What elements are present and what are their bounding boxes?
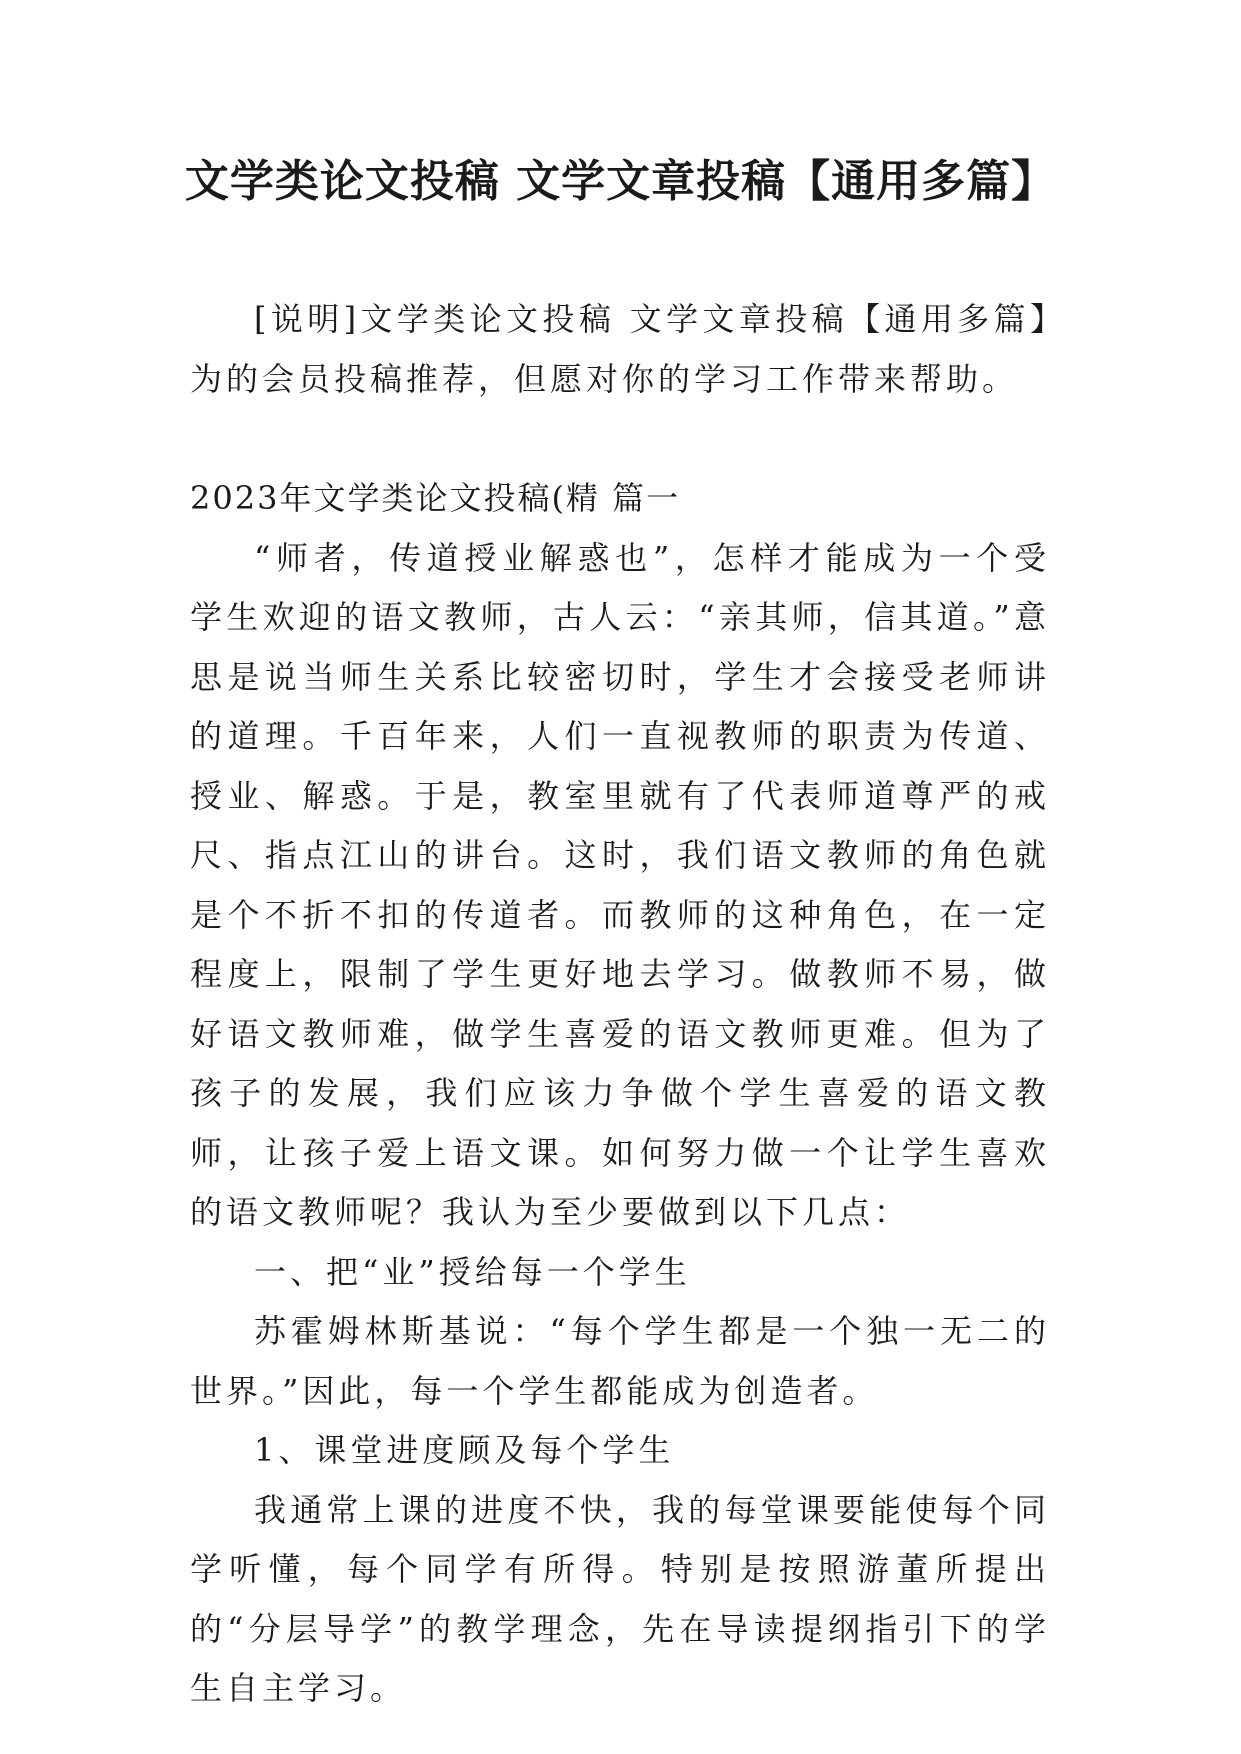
document-body [190,290,1050,1719]
body-paragraph-2: 苏霍姆林斯基说：“每个学生都是一个独一无二的世界。”因此，每一个学生都能成为创造者。 [190,1312,1050,1410]
subheading-2: 1、课堂进度顾及每个学生 [254,1431,675,1469]
subheading-1: 一、把“业”授给每一个学生 [254,1252,691,1291]
intro-paragraph: [说明]文学类论文投稿 文学文章投稿【通用多篇】为的会员投稿推荐，但愿对你的学习工作带来帮助。 [190,300,1050,398]
section-heading: 2023年文学类论文投稿(精 篇一 [190,479,681,517]
body-paragraph-1: “师者，传道授业解惑也”，怎样才能成为一个受学生欢迎的语文教师，古人云：“亲其师，信其道。”意思是说当师生关系比较密切时，学生才会接受老师讲的道理。千百年来，人们一直视教师的职责为传道、授业、解惑。于是，教室里就有了代表师道尊严的戒尺、指点江山的讲台。这时，我们语文教师的角色就是个不折不扣的传道者。而教师的这种角色，在一定程度上，限制了学生更好地去学习。做教师不易，做好语文教师难，做学生喜爱的语文教师更难。但为了孩子的发展，我们应该力争做个学生喜爱的语文教师，让孩子爱上语文课。如何努力做一个让学生喜欢的语文教师呢？我认为至少要做到以下几点： [190,538,1050,1231]
document-title: 文学类论文投稿 文学文章投稿【通用多篇】 [184,156,1057,207]
body-paragraph-3: 我通常上课的进度不快，我的每堂课要能使每个同学听懂，每个同学有所得。特别是按照游董所提出的“分层导学”的教学理念，先在导读提纲指引下的学生自主学习。 [190,1490,1050,1707]
